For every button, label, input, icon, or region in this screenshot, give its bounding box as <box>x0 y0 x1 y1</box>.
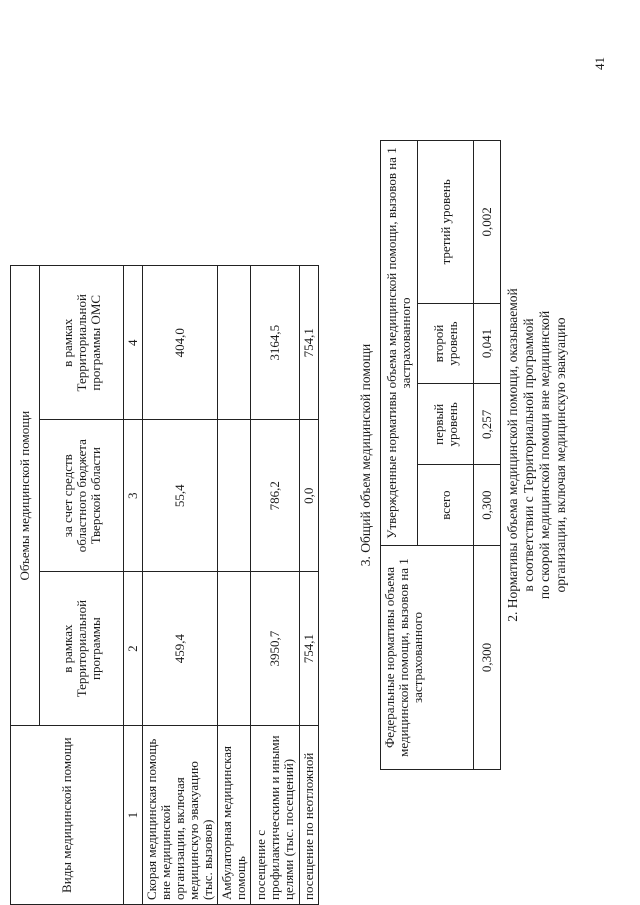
col-number: 4 <box>124 266 143 421</box>
volume-table <box>10 265 319 905</box>
subheader-level3: третий уровень <box>418 141 474 304</box>
row-value: 786,2 <box>251 420 300 571</box>
col-number: 3 <box>124 420 143 571</box>
value-federal: 0,300 <box>474 546 501 770</box>
row-label: посещение по неотложной <box>300 726 319 905</box>
row-value <box>218 420 251 571</box>
kind-header: Виды медицинской помощи <box>11 726 124 905</box>
row-value: 3164,5 <box>251 266 300 421</box>
subheader-level1: первый уровень <box>418 384 474 465</box>
row-value: 3950,7 <box>251 571 300 725</box>
row-label: посещение с профилактическими и иными целями (тыс. посещений) <box>251 726 300 905</box>
norms-table <box>380 140 501 770</box>
row-value: 55,4 <box>143 420 218 571</box>
value-level2: 0,041 <box>474 303 501 384</box>
value-level1: 0,257 <box>474 384 501 465</box>
subheader-level2: второй уровень <box>418 303 474 384</box>
row-value: 754,1 <box>300 266 319 421</box>
row-value: 0,0 <box>300 420 319 571</box>
col-header-territorial: в рамках Территориальной программы <box>40 571 124 725</box>
value-level3: 0,002 <box>474 141 501 304</box>
col-header-regional-budget: за счет средств областного бюджета Тверской области <box>40 420 124 571</box>
section2-title-line: 2. Нормативы объема медицинской помощи, оказываемой <box>505 288 520 622</box>
section3-title: 3. Общий объем медицинской помощи <box>358 343 373 567</box>
col-number: 1 <box>124 726 143 905</box>
section2-title-line: по скорой медицинской помощи вне медицинской <box>537 310 552 600</box>
row-value: 404,0 <box>143 266 218 421</box>
row-value <box>218 266 251 421</box>
row-value: 459,4 <box>143 571 218 725</box>
row-value <box>218 571 251 725</box>
subheader-total: всего <box>418 465 474 546</box>
section2-title-line: в соответствии с Территориальной программой <box>521 318 536 592</box>
page-number: 41 <box>592 57 607 70</box>
col-header-oms: в рамках Территориальной программы ОМС <box>40 266 124 421</box>
section2-title <box>505 155 569 755</box>
value-total: 0,300 <box>474 465 501 546</box>
row-label: Скорая медицинская помощь вне медицинской организации, включая медицинскую эвакуацию (тыс. вызовов) <box>143 726 218 905</box>
volumes-header: Объемы медицинской помощи <box>11 266 40 726</box>
approved-norms-header: Утвержденные нормативы объема медицинской помощи, вызовов на 1 застрахованного <box>381 141 418 546</box>
row-value: 754,1 <box>300 571 319 725</box>
section2-title-line: организации, включая медицинскую эвакуацию <box>553 317 568 593</box>
federal-norms-header: Федеральные нормативы объема медицинской помощи, вызовов на 1 застрахованного <box>381 546 474 770</box>
col-number: 2 <box>124 571 143 725</box>
row-label: Амбулаторная медицинская помощь <box>218 726 251 905</box>
